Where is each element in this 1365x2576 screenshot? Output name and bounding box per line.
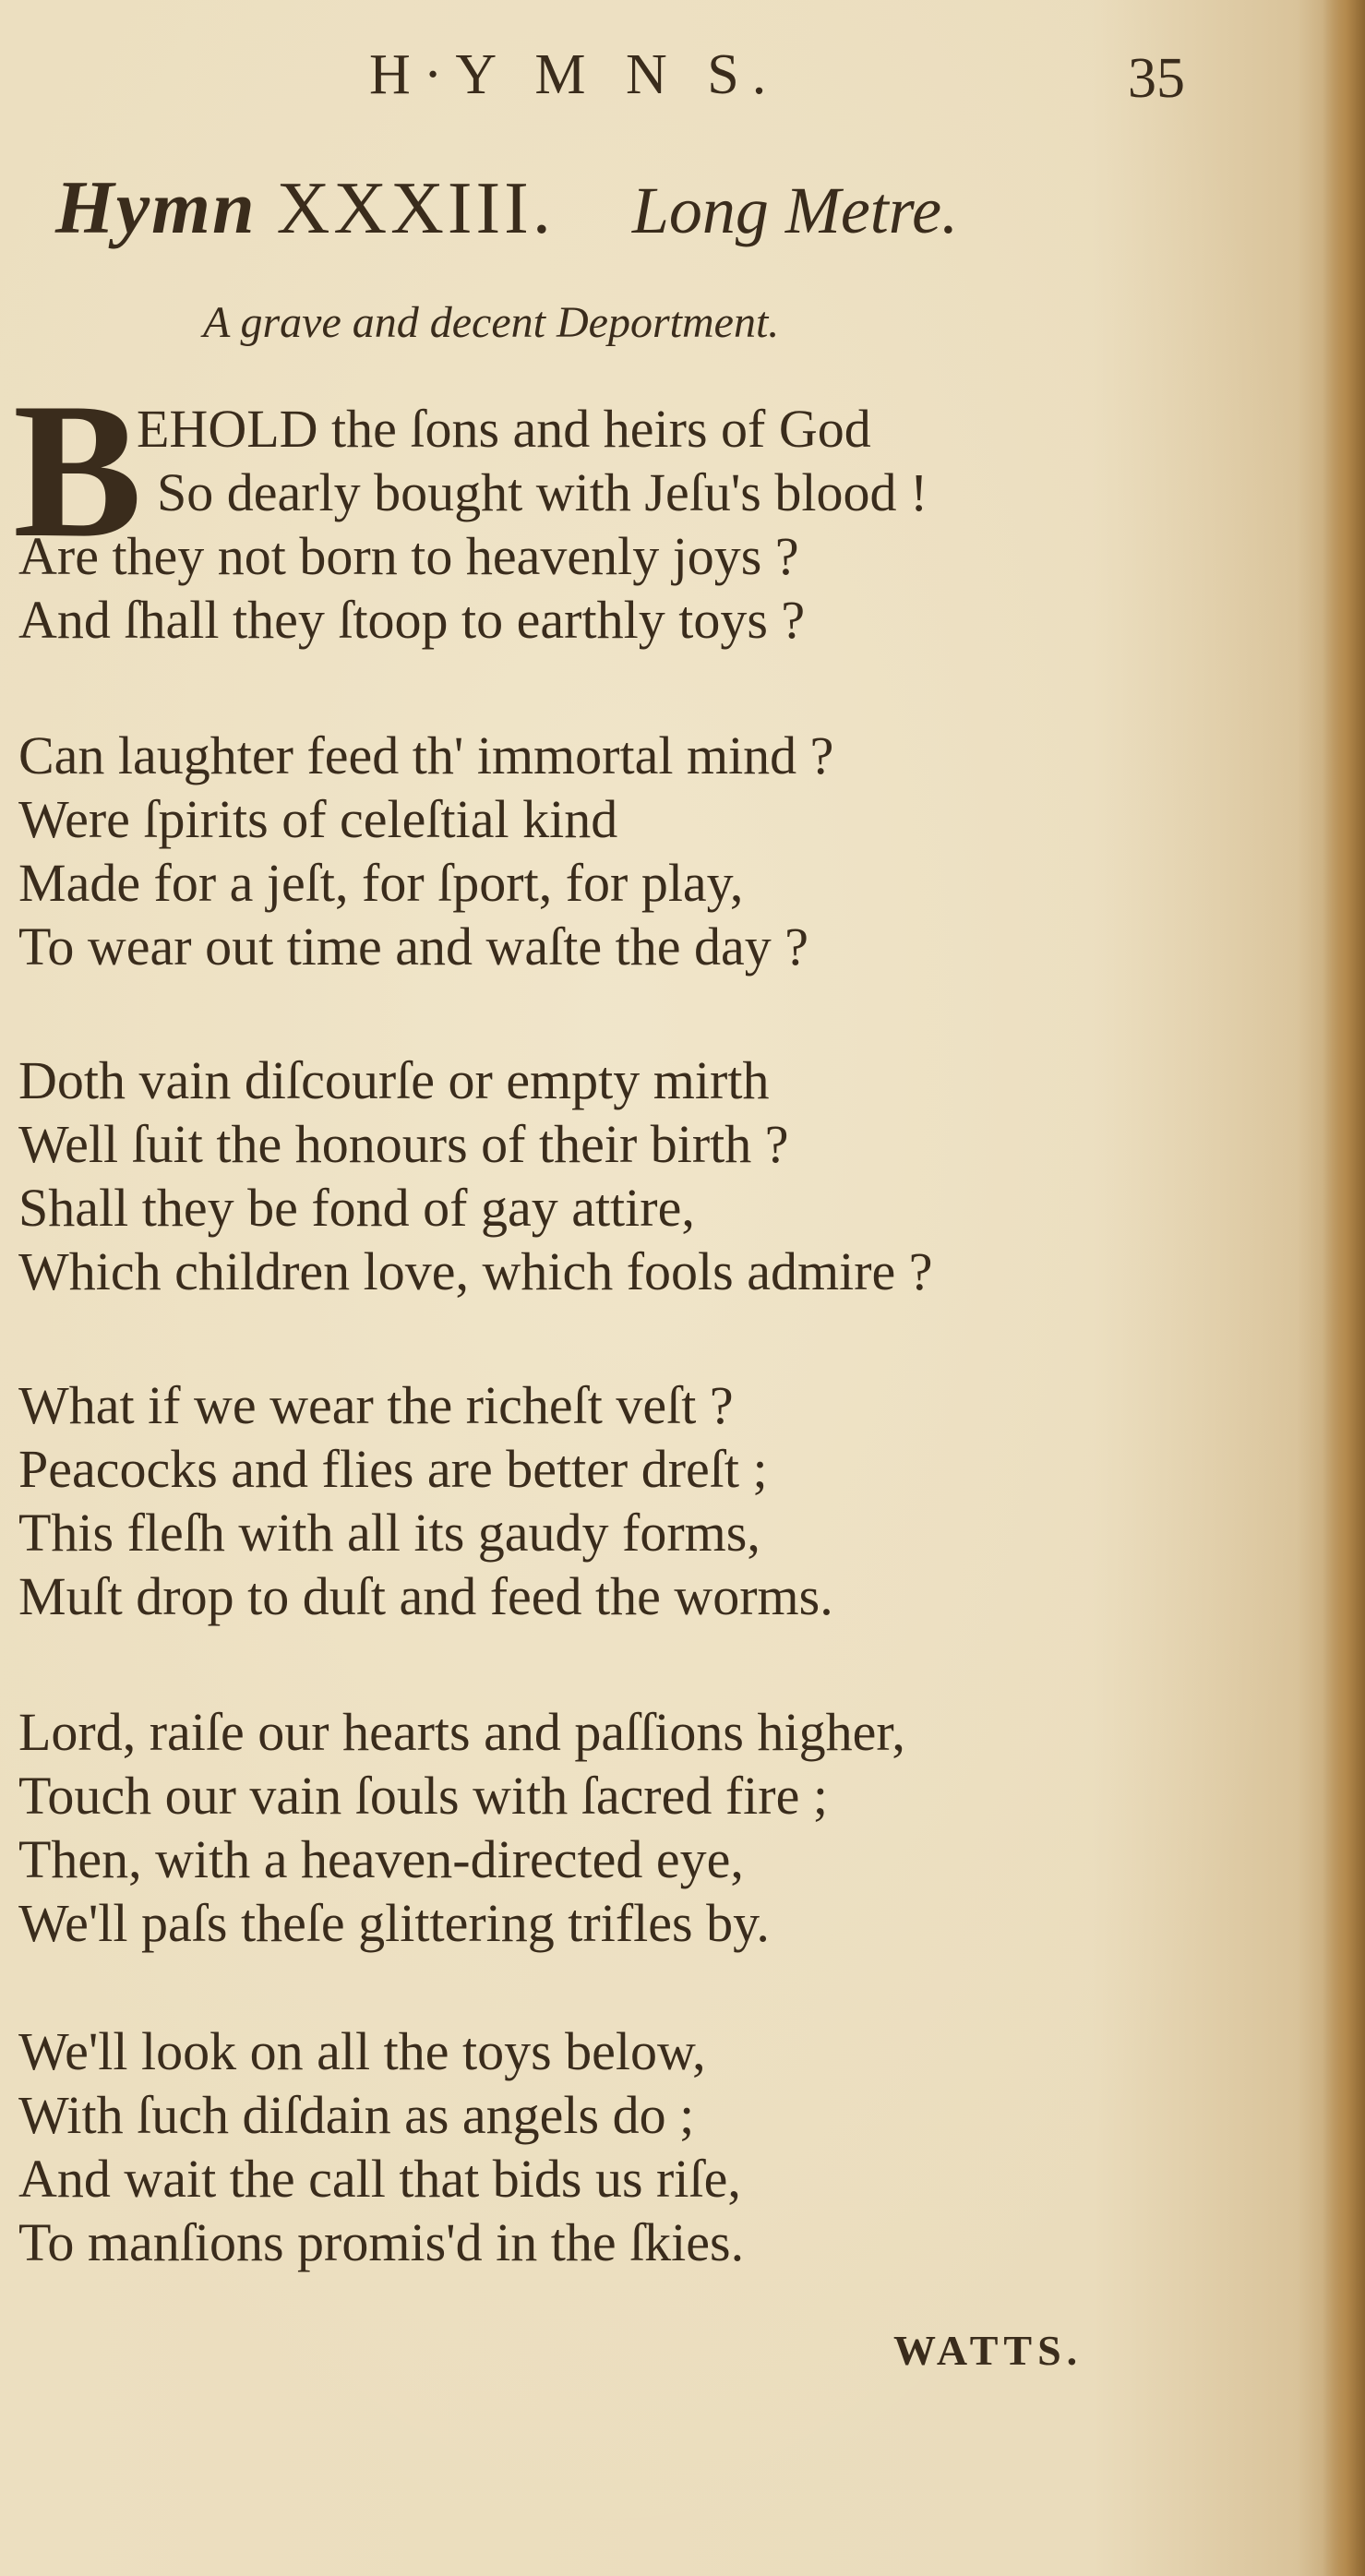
stanza-1: [18, 397, 928, 652]
author-attribution: WATTS.: [893, 2327, 1084, 2374]
stanza-4: [18, 1373, 833, 1628]
hymn-number: XXXIII.: [276, 168, 555, 249]
stanza-5: [18, 1700, 905, 1955]
verse-line: And ſhall they ſtoop to earthly toys ?: [18, 590, 806, 650]
verse-line: Were ſpirits of celeſtial kind: [18, 789, 618, 849]
verse-line: Which children love, which fools admire ?: [18, 1241, 933, 1301]
verse-line: Then, with a heaven-directed eye,: [18, 1829, 744, 1889]
verse-line: To manſions promis'd in the ſkies.: [18, 2212, 745, 2272]
verse-line: Muſt drop to duſt and feed the worms.: [18, 1566, 833, 1626]
hymn-subtitle: A grave and decent Deportment.: [203, 298, 780, 347]
stanza-2: [18, 724, 833, 978]
verse-line: What if we wear the richeſt veſt ?: [18, 1375, 734, 1435]
hymn-label: Hymn: [55, 165, 257, 249]
verse-line: Made for a jeſt, for ſport, for play,: [18, 853, 744, 913]
verse-line: Touch our vain ſouls with ſacred fire ;: [18, 1766, 828, 1826]
verse-line: So dearly bought with Jeſu's blood !: [157, 462, 928, 522]
page-number: 35: [1128, 47, 1185, 110]
verse-line: Lord, raiſe our hearts and paſſions higher,: [18, 1702, 905, 1762]
verse-line: And wait the call that bids us riſe,: [18, 2149, 741, 2209]
hymn-metre: Long Metre.: [631, 174, 959, 247]
running-head: H·Y M N S.: [369, 43, 780, 106]
verse-line: We'll paſs theſe glittering trifles by.: [18, 1893, 770, 1953]
stanza-3: [18, 1048, 933, 1303]
verse-line: EHOLD the ſons and heirs of God: [137, 399, 871, 459]
drop-cap: B: [13, 364, 143, 578]
verse-line: Peacocks and flies are better dreſt ;: [18, 1439, 768, 1499]
verse-line: With ſuch diſdain as angels do ;: [18, 2085, 695, 2145]
stanza-6: [18, 2019, 744, 2274]
verse-line: To wear out time and waſte the day ?: [18, 917, 808, 976]
page-gutter-edge: [1323, 0, 1365, 2576]
verse-line: Shall they be fond of gay attire,: [18, 1178, 695, 1238]
verse-line: We'll look on all the toys below,: [18, 2021, 706, 2081]
verse-line: Doth vain diſcourſe or empty mirth: [18, 1050, 770, 1110]
verse-line: This fleſh with all its gaudy forms,: [18, 1503, 760, 1563]
verse-line: Well ſuit the honours of their birth ?: [18, 1114, 789, 1174]
verse-line: Can laughter feed th' immortal mind ?: [18, 725, 834, 785]
hymn-heading: [55, 164, 958, 251]
verse-line: Are they not born to heavenly joys ?: [18, 526, 799, 586]
